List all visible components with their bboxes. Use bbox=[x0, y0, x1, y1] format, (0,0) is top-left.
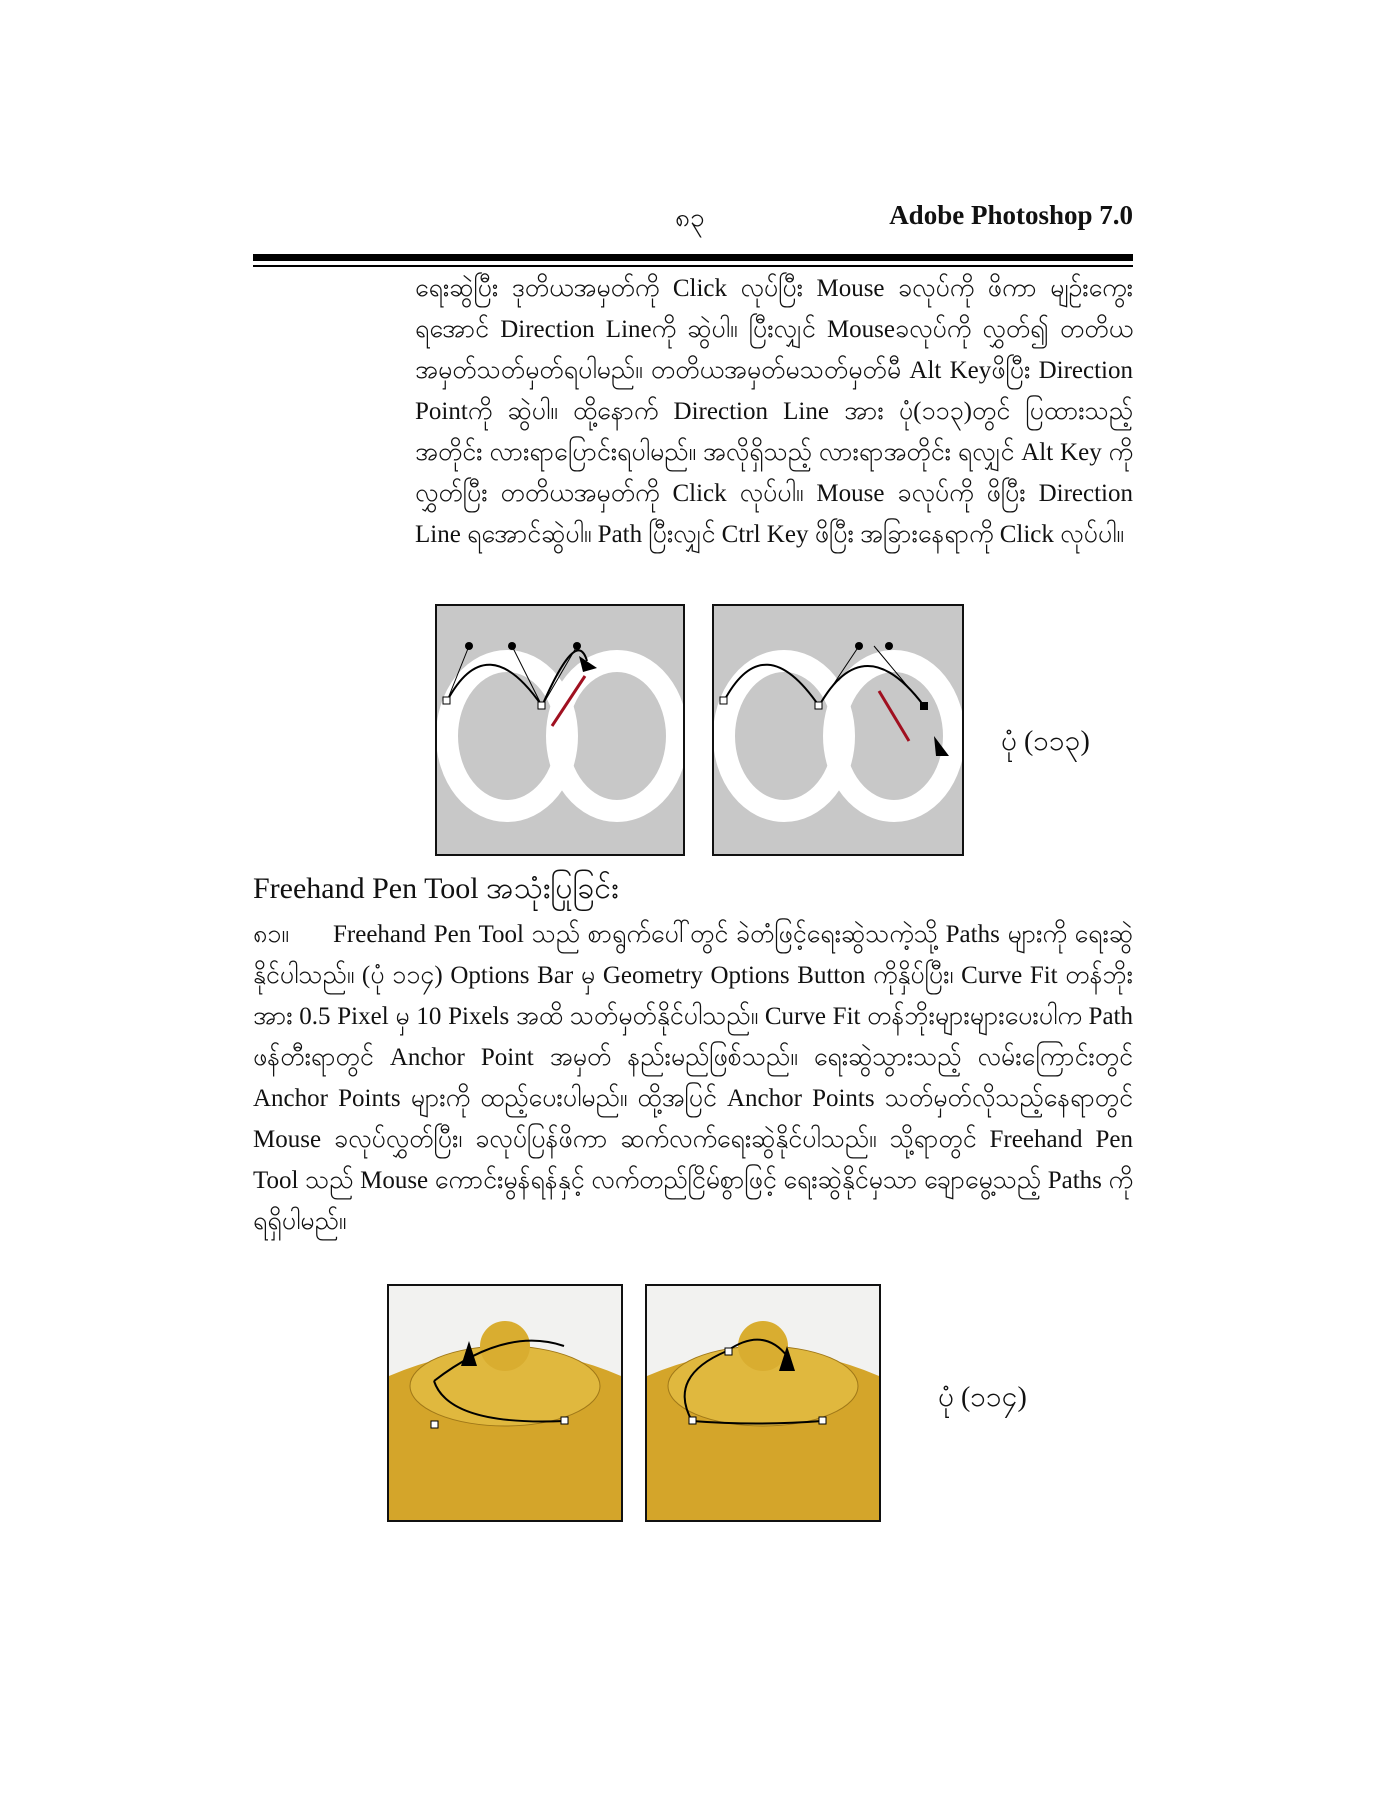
paragraph-1: ရေးဆွဲပြီး ဒုတိယအမှတ်ကို Click လုပ်ပြီး Mouse ခလုပ်ကို ဖိကာ မျဉ်းကွေးရအောင် Direction Lineကို ဆွဲပါ။ ပြီးလျှင် Mouseခလုပ်ကို လွှတ်၍ တတိယအမှတ်သတ်မှတ်ရပါမည်။ တတိယအမှတ်မသတ်မှတ်မီ Alt Keyဖိပြီး Direction Pointကို ဆွဲပါ။ ထို့နောက် Direction Line အား ပုံ(၁၁၃)တွင် ပြထားသည့်အတိုင်း လားရာပြောင်းရပါမည်။ အလိုရှိသည့် လားရာအတိုင်း ရလျှင် Alt Key ကိုလွှတ်ပြီး တတိယအမှတ်ကို Click လုပ်ပါ။ Mouse ခလုပ်ကို ဖိပြီး Direction Line ရအောင်ဆွဲပါ။ Path ပြီးလျှင် Ctrl Key ဖိပြီး အခြားနေရာကို Click လုပ်ပါ။ bbox=[415, 275, 1133, 548]
figure-113-caption: ပုံ (၁၁၃) bbox=[1001, 726, 1090, 757]
page-number: ၈၃ bbox=[675, 203, 705, 232]
figure-114-image-a bbox=[387, 1284, 623, 1522]
section-number: ၈၁။ bbox=[253, 921, 289, 948]
figure-113-image-a bbox=[435, 604, 685, 856]
paragraph-2-text: Freehand Pen Tool သည် စာရွက်ပေါ်တွင် ခဲတံဖြင့်ရေးဆွဲသကဲ့သို့ Paths များကို ရေးဆွဲနိုင်ပါသည်။ (ပုံ ၁၁၄) Options Bar မှ Geometry Options Button ကိုနှိပ်ပြီး၊ Curve Fit တန်ဘိုးအား 0.5 Pixel မှ 10 Pixels အထိ သတ်မှတ်နိုင်ပါသည်။ Curve Fit တန်ဘိုးများများပေးပါက Path ဖန်တီးရာတွင် Anchor Point အမှတ် နည်းမည်ဖြစ်သည်။ ရေးဆွဲသွားသည့် လမ်းကြောင်းတွင် Anchor Points များကို ထည့်ပေးပါမည်။ ထို့အပြင် Anchor Points သတ်မှတ်လိုသည့်နေရာတွင် Mouse ခလုပ်လွှတ်ပြီး၊ ခလုပ်ပြန်ဖိကာ ဆက်လက်ရေးဆွဲနိုင်ပါသည်။ သို့ရာတွင် Freehand Pen Tool သည် Mouse ကောင်းမွန်ရန်နှင့် လက်တည်ငြိမ်စွာဖြင့် ရေးဆွဲနိုင်မှသာ ချောမွေ့သည့် Paths ကို ရရှိပါမည်။ bbox=[253, 921, 1133, 1235]
paragraph-2 bbox=[253, 914, 1133, 1242]
section-heading: Freehand Pen Tool အသုံးပြုခြင်း bbox=[253, 872, 619, 905]
header-rule-thin bbox=[253, 265, 1133, 267]
figure-114-image-b bbox=[645, 1284, 881, 1522]
figure-114-caption: ပုံ (၁၁၄) bbox=[938, 1382, 1027, 1413]
figure-113-image-b bbox=[712, 604, 964, 856]
header-rule-thick bbox=[253, 254, 1133, 261]
running-header-title: Adobe Photoshop 7.0 bbox=[889, 200, 1133, 230]
